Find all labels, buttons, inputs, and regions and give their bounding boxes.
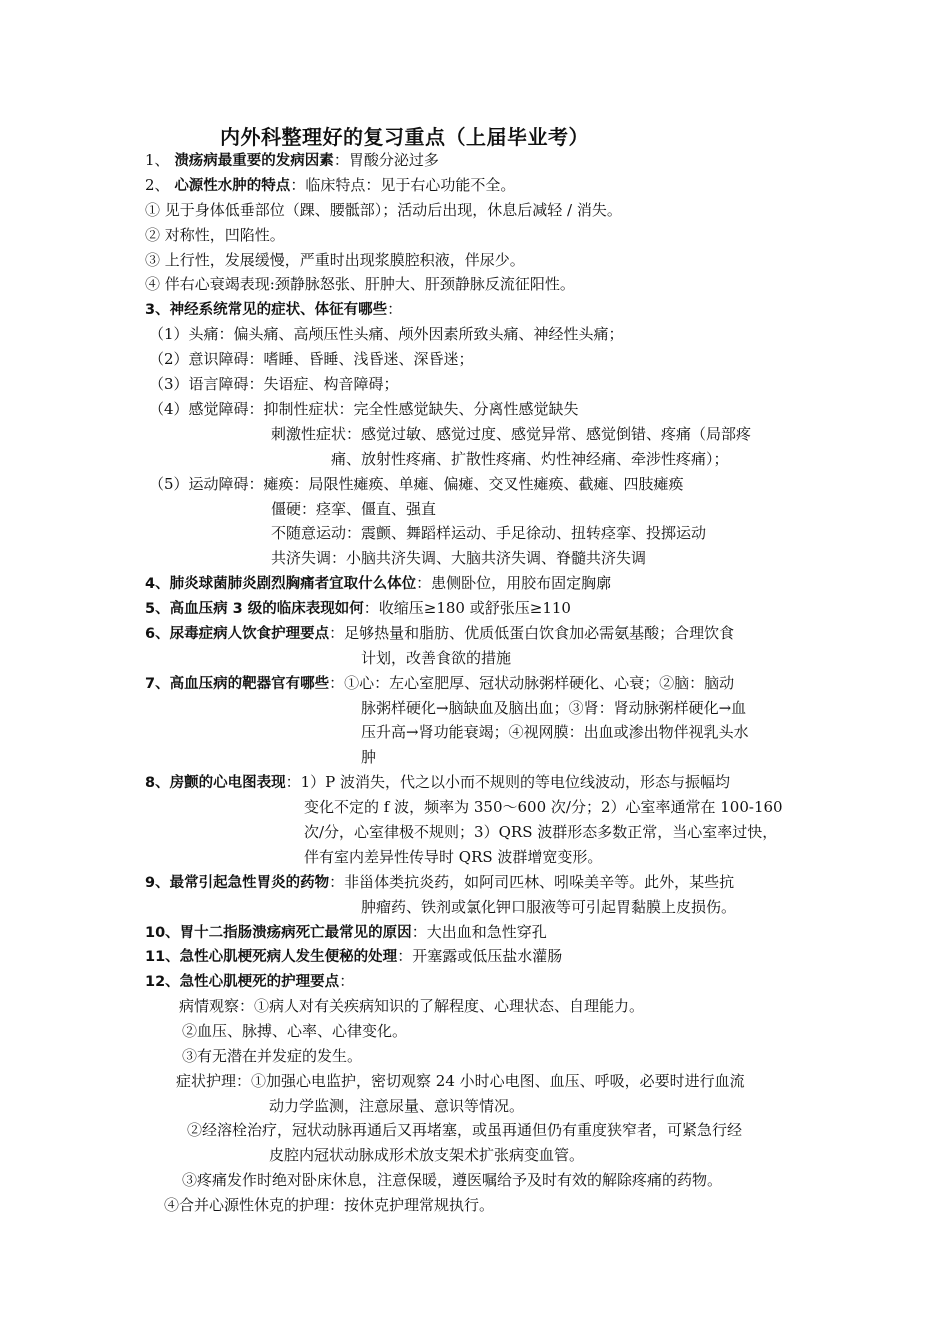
text-line [164,1195,494,1215]
text-line [145,598,571,619]
text-line [176,1071,745,1091]
question-heading: 11、急性心肌梗死病人发生便秘的处理 [145,949,398,965]
text-line [304,822,777,842]
line-text: ②经溶栓治疗，冠状动脉再通后又再堵塞，或虽再通但仍有重度狭窄者，可紧急行经 [187,1121,743,1139]
line-text: ：收缩压≥180 或舒张压≥110 [363,599,571,617]
text-line [145,150,439,171]
text-line [149,474,684,494]
line-text: 皮腔内冠状动脉成形术放支架术扩张病变血管。 [269,1146,585,1164]
line-text: 变化不定的 f 波，频率为 350～600 次/分；2）心室率通常在 100-160 [304,798,783,816]
line-text: ③ 上行性，发展缓慢，严重时出现浆膜腔积液，伴尿少。 [145,251,525,269]
question-heading: 6、尿毒症病人饮食护理要点 [145,626,330,642]
text-line [271,424,751,444]
line-text: 压升高→肾功能衰竭；④视网膜：出血或渗出物伴视乳头水 [361,723,749,741]
line-text: 脉粥样硬化→脑缺血及脑出血；③肾：肾动脉粥样硬化→血 [361,699,747,717]
line-text: ：足够热量和脂肪、优质低蛋白饮食加必需氨基酸；合理饮食 [329,624,735,642]
text-line [271,499,436,519]
line-text: ②血压、脉搏、心率、心律变化。 [182,1022,408,1040]
line-text: 痛、放射性疼痛、扩散性疼痛、灼性神经痛、牵涉性疼痛）； [331,450,729,468]
line-text: 刺激性症状：感觉过敏、感觉过度、感觉异常、感觉倒错、疼痛（局部疼 [271,425,752,443]
question-heading: 9、最常引起急性胃炎的药物 [145,875,330,891]
text-line [182,1046,362,1066]
text-line [304,847,602,867]
line-text: 伴有室内差异性传导时 QRS 波群增宽变形。 [304,848,603,866]
line-text: ： [339,972,355,990]
text-line [361,698,746,718]
text-line [145,623,734,644]
text-line [145,225,285,245]
item-number: 1、 [145,151,175,169]
text-line [145,573,611,594]
line-text: 肿瘤药、铁剂或氯化钾口服液等可引起胃黏膜上皮损伤。 [361,898,737,916]
text-line [145,946,562,967]
question-heading: 10、胃十二指肠溃疡病死亡最常见的原因 [145,925,412,941]
line-text: ② 对称性，凹陷性。 [145,226,285,244]
line-text: ：大出血和急性穿孔 [411,923,547,941]
page-title: 内外科整理好的复习重点（上届毕业考） [220,125,589,149]
text-line [145,250,525,270]
line-text: （4）感觉障碍：抑制性症状：完全性感觉缺失、分离性感觉缺失 [149,400,579,418]
line-text: ③有无潜在并发症的发生。 [182,1047,363,1065]
line-text: （1）头痛：偏头痛、高颅压性头痛、颅外因素所致头痛、神经性头痛； [149,325,624,343]
line-text: 次/分，心室律极不规则；3）QRS 波群形态多数正常，当心室率过快， [304,823,778,841]
line-text: ：1）P 波消失，代之以小而不规则的等电位线波动，形态与振幅均 [285,773,731,791]
text-line [269,1096,524,1116]
text-line [179,996,644,1016]
text-line [149,374,399,394]
line-text: （2）意识障碍：嗜睡、昏睡、浅昏迷、深昏迷； [149,350,474,368]
item-number: 2、 [145,176,175,194]
line-text: ： [387,300,403,318]
line-text: 不随意运动：震颤、舞蹈样运动、手足徐动、扭转痉挛、投掷运动 [271,524,707,542]
text-line [145,673,734,694]
question-heading: 12、急性心肌梗死的护理要点 [145,974,340,990]
text-line [149,349,474,369]
question-heading: 心源性水肿的特点 [174,178,291,194]
text-line [145,175,515,196]
line-text: （5）运动障碍：瘫痪：局限性瘫痪、单瘫、偏瘫、交叉性瘫痪、截瘫、四肢瘫痪 [149,475,684,493]
line-text: 肿 [361,748,377,766]
line-text: ：①心：左心室肥厚、冠状动脉粥样硬化、心衰；②脑：脑动 [329,674,735,692]
line-text: 僵硬：痉挛、僵直、强直 [271,500,437,518]
line-text: 病情观察：①病人对有关疾病知识的了解程度、心理状态、自理能力。 [179,997,645,1015]
question-heading: 5、高血压病 3 级的临床表现如何 [145,601,364,617]
text-line [182,1170,722,1190]
text-line [271,523,706,543]
question-heading: 7、高血压病的靶器官有哪些 [145,676,330,692]
line-text: 症状护理：①加强心电监护，密切观察 24 小时心电图、血压、呼吸，必要时进行血流 [176,1072,745,1090]
line-text: 共济失调：小脑共济失调、大脑共济失调、脊髓共济失调 [271,549,647,567]
text-line [145,274,575,294]
text-line [361,897,736,917]
text-line [145,299,402,320]
question-heading: 溃疡病最重要的发病因素 [174,153,334,169]
text-line [361,722,749,742]
line-text: ：患侧卧位，用胶布固定胸廓 [416,574,612,592]
line-text: ：非甾体类抗炎药，如阿司匹林、吲哚美辛等。此外，某些抗 [329,873,735,891]
text-line [145,200,622,220]
text-line [149,399,579,419]
line-text: ：胃酸分泌过多 [333,151,439,169]
line-text: 动力学监测，注意尿量、意识等情况。 [269,1097,525,1115]
text-line [145,872,734,893]
line-text: ：临床特点：见于右心功能不全。 [290,176,516,194]
text-line [145,922,547,943]
line-text: ：开塞露或低压盐水灌肠 [397,947,563,965]
question-heading: 3、神经系统常见的症状、体征有哪些 [145,302,388,318]
text-line [269,1145,584,1165]
question-heading: 4、肺炎球菌肺炎剧烈胸痛者宜取什么体位 [145,576,417,592]
line-text: （3）语言障碍：失语症、构音障碍； [149,375,399,393]
text-line [145,971,354,992]
text-line [149,324,624,344]
text-line [271,548,646,568]
text-line [182,1021,407,1041]
line-text: 计划，改善食欲的措施 [361,649,512,667]
text-line [361,648,511,668]
text-line [187,1120,742,1140]
question-heading: 8、房颤的心电图表现 [145,775,286,791]
text-line [304,797,783,817]
line-text: ① 见于身体低垂部位（踝、腰骶部）；活动后出现，休息后减轻 / 消失。 [145,201,622,219]
text-line [145,772,730,793]
line-text: ④合并心源性休克的护理：按休克护理常规执行。 [164,1196,495,1214]
line-text: ④ 伴右心衰竭表现:颈静脉怒张、肝肿大、肝颈静脉反流征阳性。 [145,275,575,293]
line-text: ③疼痛发作时绝对卧床休息，注意保暖，遵医嘱给予及时有效的解除疼痛的药物。 [182,1171,723,1189]
text-line [361,747,376,767]
text-line [331,449,729,469]
